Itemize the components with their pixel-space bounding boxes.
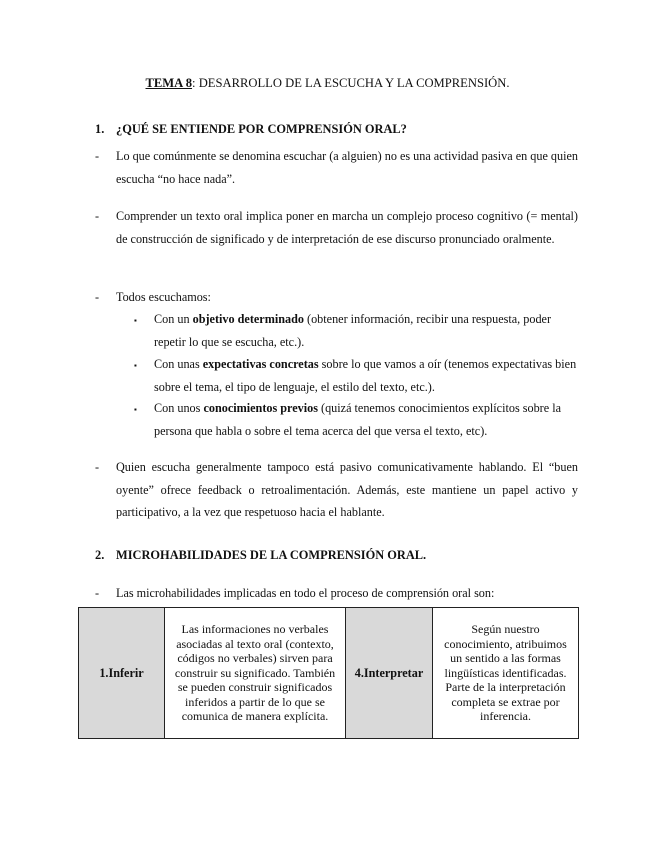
dash-marker: - bbox=[95, 149, 100, 163]
title-prefix: TEMA 8 bbox=[145, 76, 193, 90]
bullet-item: Con unos conocimientos previos (quizá tenemos conocimientos explícitos sobre la persona que habla o sobre el tema acerca del que versa el texto, etc). bbox=[154, 401, 561, 438]
section2-heading bbox=[95, 548, 426, 563]
microskills-table bbox=[78, 607, 579, 739]
table-label-cell: 4.Interpretar bbox=[346, 608, 433, 739]
table-row bbox=[79, 608, 579, 739]
section1-number: 1. bbox=[95, 122, 105, 136]
paragraph: Las microhabilidades implicadas en todo el proceso de comprensión oral son: bbox=[116, 586, 495, 600]
dash-marker: - bbox=[95, 460, 100, 474]
dash-marker: - bbox=[95, 586, 100, 600]
section2-heading-text: MICROHABILIDADES DE LA COMPRENSIÓN ORAL. bbox=[116, 548, 427, 562]
title-text: : DESARROLLO DE LA ESCUCHA Y LA COMPRENSIÓN. bbox=[192, 76, 510, 90]
bullet-item: Con unas expectativas concretas sobre lo que vamos a oír (tenemos expectativas bien sobre el tema, el tipo de lenguaje, el estilo del texto, etc.). bbox=[154, 357, 577, 394]
paragraph: Quien escucha generalmente tampoco está pasivo comunicativamente hablando. El “buen oyente” ofrece feedback o retroalimentación. Además, este mantiene un papel activo y participativo, a la vez que respetuoso hacia el hablante. bbox=[116, 460, 578, 519]
section2-number: 2. bbox=[95, 548, 105, 562]
bullet-marker: ▪ bbox=[134, 405, 137, 414]
bullet-marker: ▪ bbox=[134, 361, 137, 370]
paragraph: Comprender un texto oral implica poner en marcha un complejo proceso cognitivo (= mental) de construcción de significado y de interpretación de ese discurso pronunciado oralmente. bbox=[116, 209, 578, 246]
bullet-item: Con un objetivo determinado (obtener información, recibir una respuesta, poder repetir lo que se escucha, etc.). bbox=[154, 312, 552, 349]
dash-marker: - bbox=[95, 209, 100, 223]
table-desc-cell: Las informaciones no verbales asociadas al texto oral (contexto, códigos no verbales) sirven para construir su significado. También se pueden construir significados inferidos a partir de lo que se comunica de manera explícita. bbox=[165, 608, 346, 739]
table-desc-cell: Según nuestro conocimiento, atribuimos un sentido a las formas lingüísticas identificadas. Parte de la interpretación completa se extrae por inferencia. bbox=[433, 608, 579, 739]
section1-heading-text: ¿QUÉ SE ENTIENDE POR COMPRENSIÓN ORAL? bbox=[116, 122, 407, 136]
paragraph: Todos escuchamos: bbox=[116, 290, 211, 304]
section1-heading bbox=[95, 122, 407, 137]
table-label-cell: 1.Inferir bbox=[79, 608, 165, 739]
dash-marker: - bbox=[95, 290, 100, 304]
paragraph: Lo que comúnmente se denomina escuchar (a alguien) no es una actividad pasiva en que quien escucha “no hace nada”. bbox=[116, 149, 578, 186]
page-title bbox=[0, 76, 655, 91]
bullet-marker: ▪ bbox=[134, 316, 137, 325]
